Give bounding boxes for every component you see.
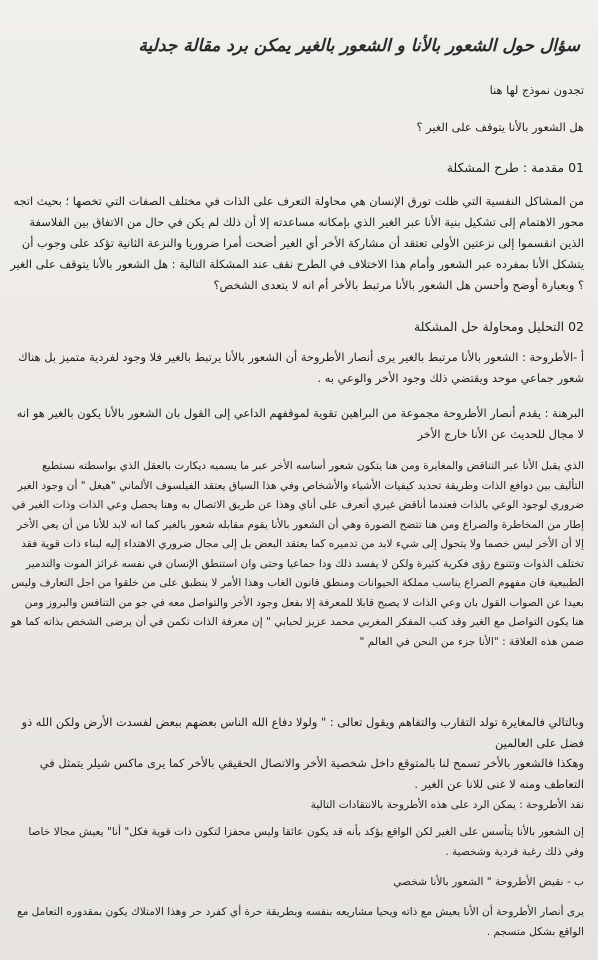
proof-text: البرهنة : يقدم أنصار الأطروحة مجموعة من البراهين تقوية لموقفهم الداعي إلى القول بان الشعور بالأنا يكون بالغير هو انه لا مجال للحديث عن الأنا خارج الأخر: [16, 406, 584, 441]
section1-heading-text: 01 مقدمة : طرح المشكلة: [446, 160, 584, 175]
intro-line: [10, 80, 584, 101]
critique-paragraph: [10, 822, 584, 862]
critique-heading-text: نقد الأطروحة : يمكن الرد على هذه الأطروحة بالانتقادات التالية: [310, 799, 584, 811]
antithesis-heading: [10, 872, 584, 892]
long-paragraph-text: الذي يقبل الأنا عبر التناقض والمغايرة ومن هنا يتكون شعور أساسه الأخر عبر ما يسميه ديكارت بالعقل الذي بواسطته نستطيع التأليف بين دوافع الذات وطريقة تحديد كيفيات الأشياء والأشخاص وفي هذا السياق يعتقد الفيلسوف الألماني "هيغل " أن وجود الغير ضروري لوجود الوعي بالذات فعندما أناقض غيري أتعرف على أناي وهذا عن طريق الاتصال به وهنا يحصل وعي الذات وذات الغير في إطار من المخاطرة والصراع ومن هنا تتضح الصورة وهي أن الشعور بالأنا يقوم مقابله شعور بالغير كما انه لابد للأنا من أن يعي الأخر إلا أن الأخر ليس خصما ولا يتحول إلى شيء لابد من تدميره كما يعتقد البعض بل إلى مجال ضروري الاهتداء إليه لبناء ذات قوية فقد تختلف الذوات وتتنوع رؤى فكرية كثيرة ولكن لا يفسد ذلك ودا جماعيا وحتى وان استنطق الإنسان في نفسه غرائز الموت والتدمير الطبيعية فان مفهوم الصراع يناسب مملكة الحيوانات ومنطق قانون الغاب وهذا الأمر لا ينطبق على من خلقوا من اجل التعارف وليس بعيدا عن الصواب القول بان وعي الذات لا يصبح قابلا للمعرفة إلا بفعل وجود الأخر والتواصل معه في جو من التنافس والبروز ومن هنا يكون التواصل مع الغير وقد كتب المفكر المغربي محمد عزيز لحبابي " إن معرفة الذات تكمن في أن يرضى الشخص بذاته كما هو ضمن هذه العلاقة : "الأنا جزء من النحن في العالم ": [11, 460, 584, 648]
antithesis-text: يرى أنصار الأطروحة أن الأنا يعيش مع ذاته ويحيا مشاريعه بنفسه وبطريقة حرة أي كفرد حر وهذا الامتلاك يكون بمقدوره التعامل مع الواقع بشكل متسجم .: [16, 906, 584, 938]
critique-text: إن الشعور بالأنا يتأسس على الغير لكن الواقع يؤكد بأنه قد يكون عائقا وليس محفزا لتكون ذات قوية فكل" أنا" يعيش مجالا خاصا وفي ذلك رغبة فردية وشخصية .: [28, 826, 584, 858]
thesis-paragraph: [10, 347, 584, 389]
page-title: سؤال حول الشعور بالأنا و الشعور بالغير يمكن برد مقالة جدلية: [138, 36, 580, 56]
antithesis-paragraph: [10, 902, 584, 942]
section2-heading: [10, 316, 584, 337]
proof-paragraph: [10, 403, 584, 445]
question-text: هل الشعور بالأنا يتوقف على الغير ؟: [416, 120, 584, 134]
section1-heading: [10, 157, 584, 178]
scheler-paragraph: [10, 753, 584, 795]
quran-paragraph-text: وبالتالي فالمغايرة تولد التقارب والتفاهم ويقول تعالى : " ولولا دفاع الله الناس بعضهم ببعض لفسدت الأرض ولكن الله ذو فضل على العالمين: [21, 715, 584, 750]
antithesis-heading-text: ب - نقيض الأطروحة " الشعور بالأنا شخصي: [393, 876, 584, 888]
section1-paragraph: [10, 191, 584, 296]
intro-text: تجدون نموذج لها هنا: [489, 83, 584, 97]
scheler-paragraph-text: وهكذا فالشعور بالأخر تسمح لنا بالمتوقع داخل شخصية الأخر والاتصال الحقيقي بالأخر كما يرى ماكس شيلر يتمثل في التعاطف ومنه لا غنى للانا عن الغير .: [39, 756, 584, 791]
question-line: [10, 117, 584, 138]
critique-heading: [10, 795, 584, 815]
long-paragraph: [10, 457, 584, 652]
section1-text: من المشاكل النفسية التي ظلت تورق الإنسان هي محاولة التعرف على الذات في مختلف الصفات التي تخصها ؛ بحيث اتجه محور الاهتمام إلى تشكيل بنية الأنا عبر الغير الذي بإمكانه مساعدته إلا أن ذلك لم يكن في حال من الاتفاق بين الفلاسفة الذين انقسموا إلى نزعتين الأولى تعتقد أن مشاركة الأخر أي الغير أضحت أمرا ضروريا والنزعة الثانية تؤكد على وجوب أن يتشكل الأنا بمفرده عبر الشعور وأمام هذا الاختلاف في الطرح نقف عند المشكلة التالية : هل الشعور بالأنا يتوقف على الغير ؟ وبعبارة أوضح وأحسن هل الشعور بالأنا مرتبط بالأخر أم انه لا يتعدى الشخص؟: [10, 194, 584, 292]
thesis-text: أ -الأطروحة : الشعور بالأنا مرتبط بالغير يرى أنصار الأطروحة أن الشعور بالأنا يرتبط بالغير فلا وجود لفردية متميز بل هناك شعور جماعي موحد ويقتضي ذلك وجود الأخر والوعي به .: [18, 350, 584, 385]
quran-paragraph: [10, 712, 584, 754]
section2-heading-text: 02 التحليل ومحاولة حل المشكلة: [413, 319, 584, 334]
